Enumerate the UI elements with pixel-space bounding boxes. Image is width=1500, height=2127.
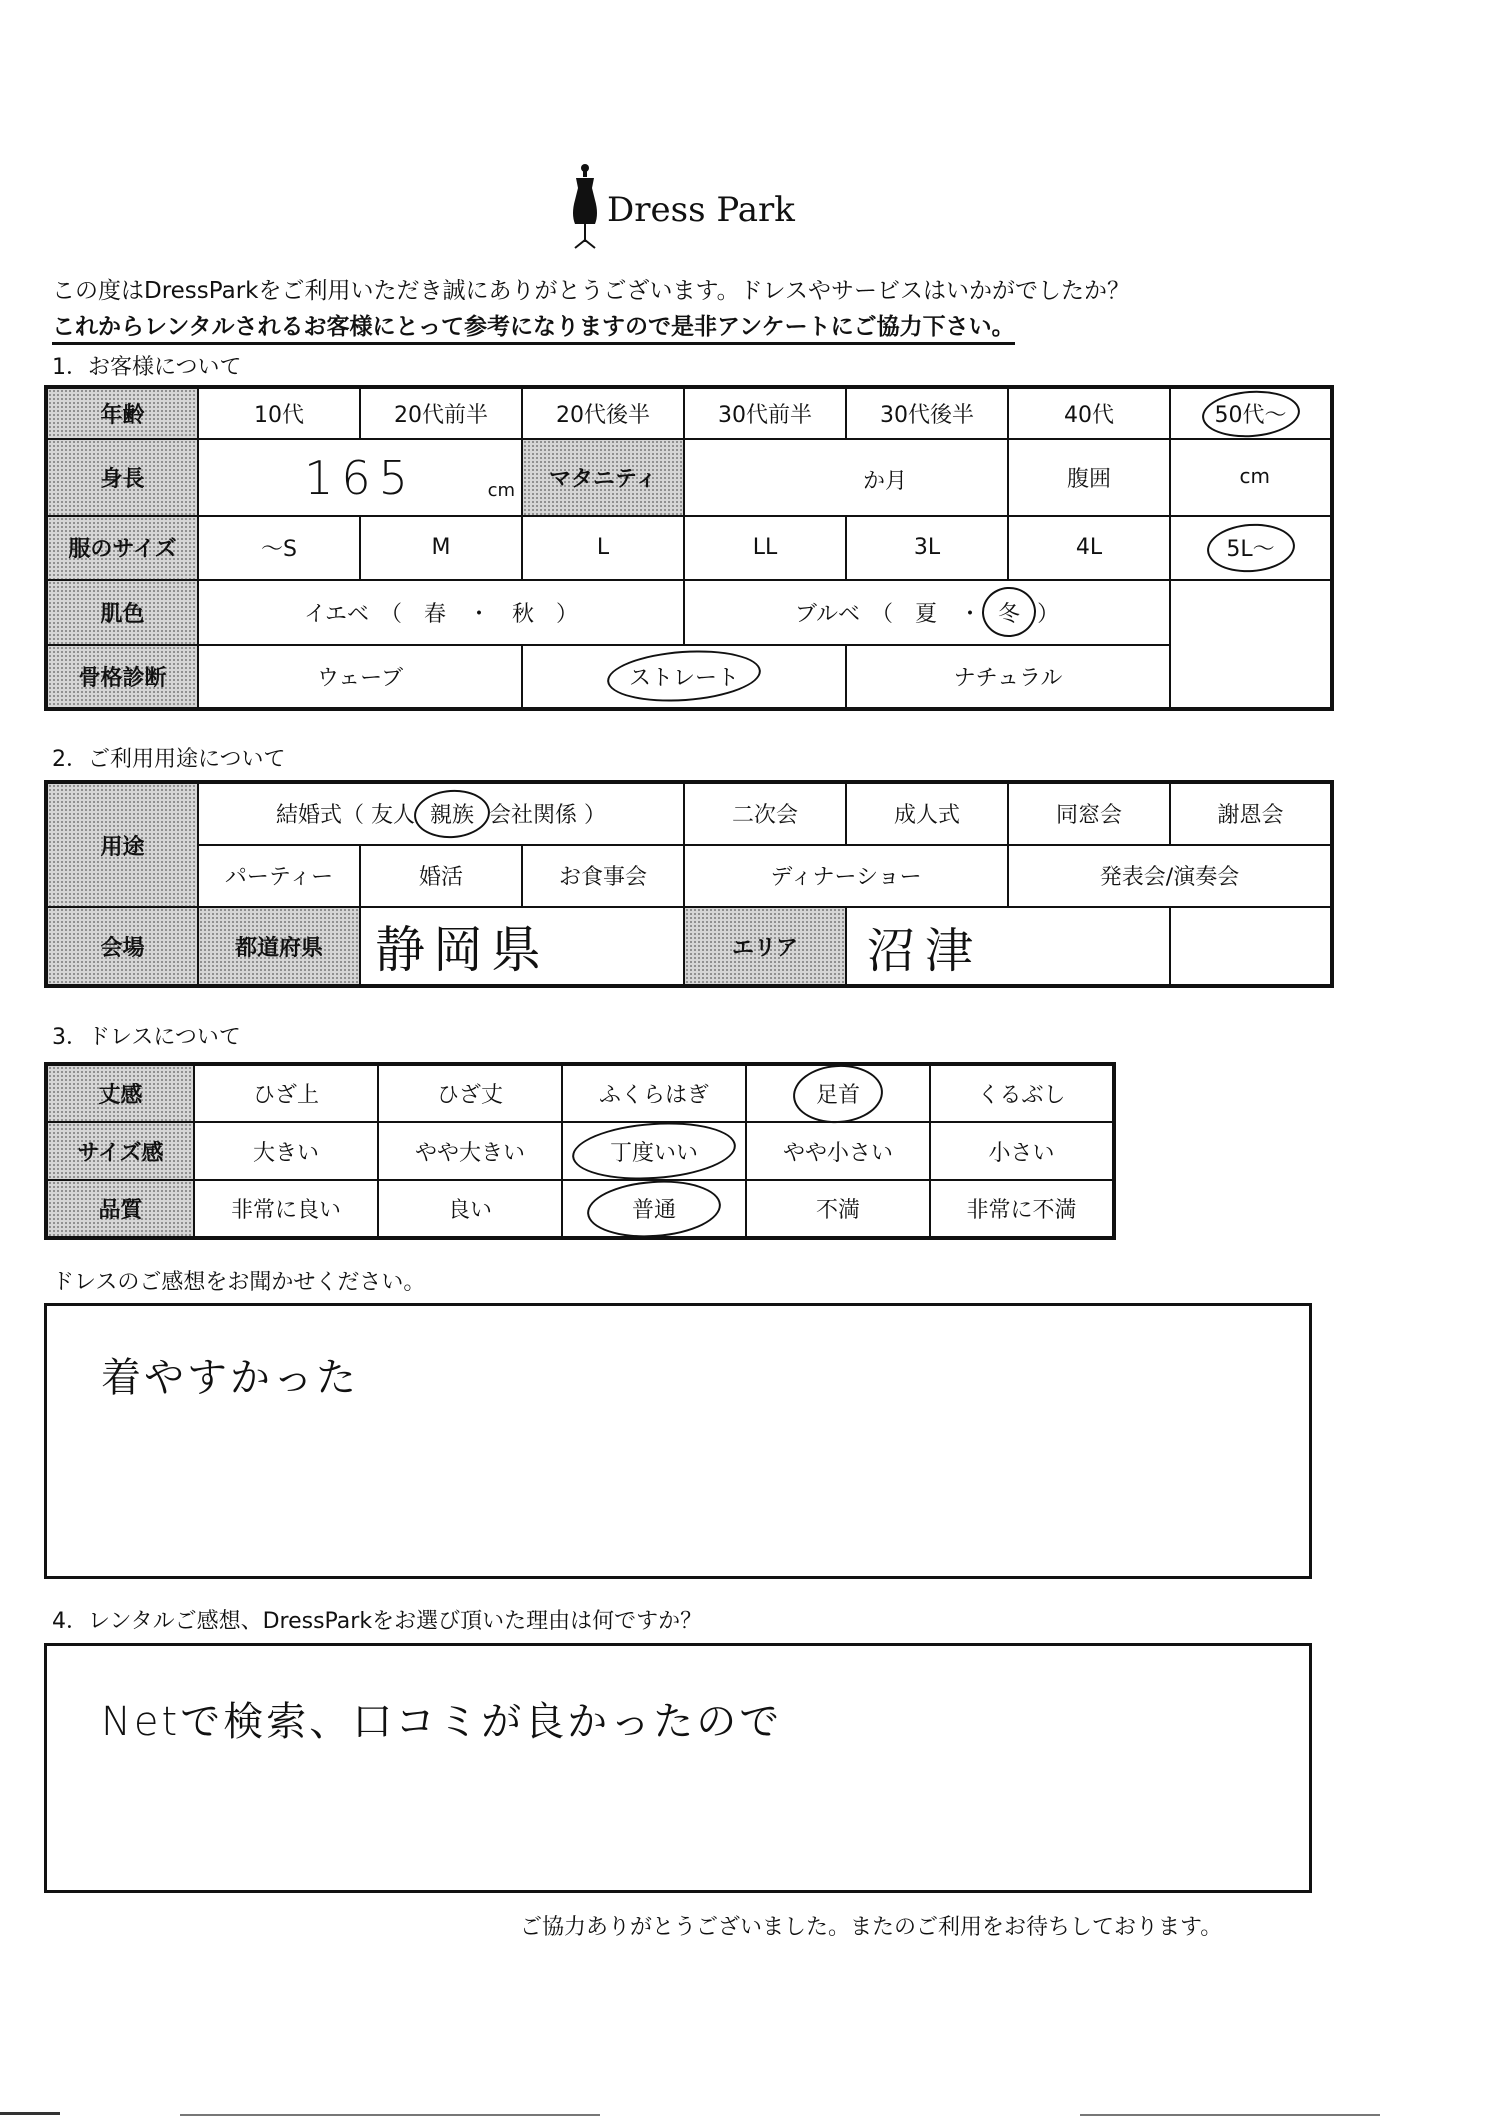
frame-label: 骨格診断 (46, 645, 198, 709)
section3-title: 3．ドレスについて (52, 1025, 241, 1050)
skin-blue-prefix: ブルベ （ 夏 ・ (794, 601, 982, 627)
thanks-text: ご協力ありがとうございました。またのご利用をお待ちしております。 (520, 1915, 1223, 1940)
prefecture-field[interactable] (360, 907, 684, 986)
fit-option-label: 丁度いい (609, 1140, 698, 1166)
quality-option[interactable]: 非常に良い (194, 1180, 378, 1238)
skin-winter-label: 冬 (998, 601, 1021, 627)
usage-option[interactable]: 同窓会 (1008, 782, 1170, 845)
quality-option[interactable]: 非常に不満 (930, 1180, 1114, 1238)
waist-label: 腹囲 (1008, 439, 1170, 515)
wedding-suffix: 会社関係 ） (489, 803, 606, 829)
skin-blue-option[interactable] (684, 580, 1170, 644)
length-label: 丈感 (46, 1064, 194, 1122)
height-value: 165 (304, 450, 416, 505)
length-option[interactable]: ひざ丈 (378, 1064, 562, 1122)
empty-cell (1170, 645, 1332, 709)
wedding-option[interactable] (198, 782, 684, 845)
empty-cell (1170, 580, 1332, 644)
age-option[interactable]: 40代 (1008, 387, 1170, 439)
skin-blue-suffix: ） (1037, 601, 1060, 627)
prefecture-value: 静岡県 (375, 921, 549, 980)
impression-box[interactable] (44, 1303, 1312, 1579)
venue-row (46, 907, 1332, 986)
usage-option[interactable]: 婚活 (360, 845, 522, 908)
area-label: エリア (684, 907, 846, 986)
height-field[interactable] (198, 439, 522, 515)
size-option[interactable]: 3L (846, 516, 1008, 580)
impression-text: 着やすかった (101, 1355, 359, 1401)
skin-yellow-option[interactable]: イエベ （ 春 ・ 秋 ） (198, 580, 684, 644)
area-value: 沼津 (867, 922, 984, 979)
skin-row (46, 580, 1332, 644)
wedding-family-selected (422, 798, 482, 829)
fit-option[interactable]: 大きい (194, 1122, 378, 1180)
venue-label: 会場 (46, 907, 198, 986)
length-row (46, 1064, 1114, 1122)
maternity-months-field[interactable] (684, 439, 1008, 515)
scan-noise (1080, 2114, 1380, 2116)
usage-option[interactable]: 発表会/演奏会 (1008, 845, 1332, 908)
fit-row (46, 1122, 1114, 1180)
fit-option[interactable]: やや小さい (746, 1122, 930, 1180)
size-label: 服のサイズ (46, 516, 198, 580)
months-unit: か月 (862, 469, 907, 495)
fit-label: サイズ感 (46, 1122, 194, 1180)
age-option[interactable]: 20代前半 (360, 387, 522, 439)
dress-table (44, 1062, 1116, 1240)
height-label: 身長 (46, 439, 198, 515)
length-option[interactable]: ふくらはぎ (562, 1064, 746, 1122)
size-option-label: 5L〜 (1226, 537, 1275, 563)
empty-cell (1170, 907, 1332, 986)
dress-form-icon (565, 162, 605, 252)
size-option-selected[interactable] (1170, 516, 1332, 580)
intro-request (52, 308, 1015, 341)
age-option[interactable]: 30代前半 (684, 387, 846, 439)
fit-option-selected[interactable] (562, 1122, 746, 1180)
logo-text: Dress Park (607, 190, 795, 230)
usage-row-2 (46, 845, 1332, 908)
length-option-selected[interactable] (746, 1064, 930, 1122)
usage-option[interactable]: ディナーショー (684, 845, 1008, 908)
impression-prompt: ドレスのご感想をお聞かせください。 (52, 1270, 426, 1295)
size-option[interactable]: L (522, 516, 684, 580)
skin-label: 肌色 (46, 580, 198, 644)
intro-text: この度はDressParkをご利用いただき誠にありがとうございます。ドレスやサービスはいかがでしたか？ (52, 278, 1130, 304)
size-option[interactable]: LL (684, 516, 846, 580)
size-option[interactable]: 〜S (198, 516, 360, 580)
quality-option-label: 普通 (631, 1198, 676, 1223)
maternity-label: マタニティ (522, 439, 684, 515)
quality-label: 品質 (46, 1180, 194, 1238)
age-option-label: 50代〜 (1214, 403, 1287, 429)
prefecture-label: 都道府県 (198, 907, 360, 986)
height-unit: cm (487, 479, 515, 501)
length-option[interactable]: くるぶし (930, 1064, 1114, 1122)
quality-option-selected[interactable] (562, 1180, 746, 1238)
reason-text: Netで検索、口コミが良かったので (101, 1699, 783, 1745)
height-row (46, 439, 1332, 515)
area-field[interactable] (846, 907, 1170, 986)
usage-option[interactable]: パーティー (198, 845, 360, 908)
frame-option[interactable]: ウェーブ (198, 645, 522, 709)
frame-option-label: ストレート (628, 665, 739, 691)
scan-noise (180, 2114, 600, 2116)
usage-option[interactable]: 成人式 (846, 782, 1008, 845)
quality-option[interactable]: 良い (378, 1180, 562, 1238)
age-option[interactable]: 10代 (198, 387, 360, 439)
usage-option[interactable]: お食事会 (522, 845, 684, 908)
usage-table (44, 780, 1334, 988)
age-label: 年齢 (46, 387, 198, 439)
size-option[interactable]: 4L (1008, 516, 1170, 580)
frame-option[interactable]: ナチュラル (846, 645, 1170, 709)
wedding-prefix: 結婚式（ 友人 (275, 803, 415, 829)
frame-option-selected[interactable] (522, 645, 846, 709)
size-row (46, 516, 1332, 580)
waist-unit: cm (1239, 464, 1270, 489)
age-option-selected[interactable] (1170, 387, 1332, 439)
age-option[interactable]: 30代後半 (846, 387, 1008, 439)
size-option[interactable]: M (360, 516, 522, 580)
frame-row (46, 645, 1332, 709)
usage-option[interactable]: 二次会 (684, 782, 846, 845)
age-option[interactable]: 20代後半 (522, 387, 684, 439)
length-option-label: 足首 (815, 1083, 860, 1108)
waist-field[interactable] (1170, 439, 1332, 515)
age-row (46, 387, 1332, 439)
scan-noise (0, 2112, 60, 2115)
reason-box[interactable] (44, 1643, 1312, 1893)
section2-title: 2．ご利用用途について (52, 747, 286, 772)
skin-winter-selected (988, 597, 1030, 628)
dresspark-logo (565, 162, 805, 252)
wedding-family-label: 親族 (429, 803, 474, 829)
intro-request-text: これからレンタルされるお客様にとって参考になりますので是非アンケートにご協力下さい。 (52, 314, 1015, 345)
purpose-label: 用途 (46, 782, 198, 907)
section4-title: 4．レンタルご感想、DressParkをお選び頂いた理由は何ですか？ (52, 1609, 703, 1634)
usage-row-1 (46, 782, 1332, 845)
quality-option[interactable]: 不満 (746, 1180, 930, 1238)
fit-option[interactable]: やや大きい (378, 1122, 562, 1180)
usage-option[interactable]: 謝恩会 (1170, 782, 1332, 845)
fit-option[interactable]: 小さい (930, 1122, 1114, 1180)
quality-row (46, 1180, 1114, 1238)
section1-title: 1．お客様について (52, 355, 242, 380)
length-option[interactable]: ひざ上 (194, 1064, 378, 1122)
customer-info-table (44, 385, 1334, 711)
